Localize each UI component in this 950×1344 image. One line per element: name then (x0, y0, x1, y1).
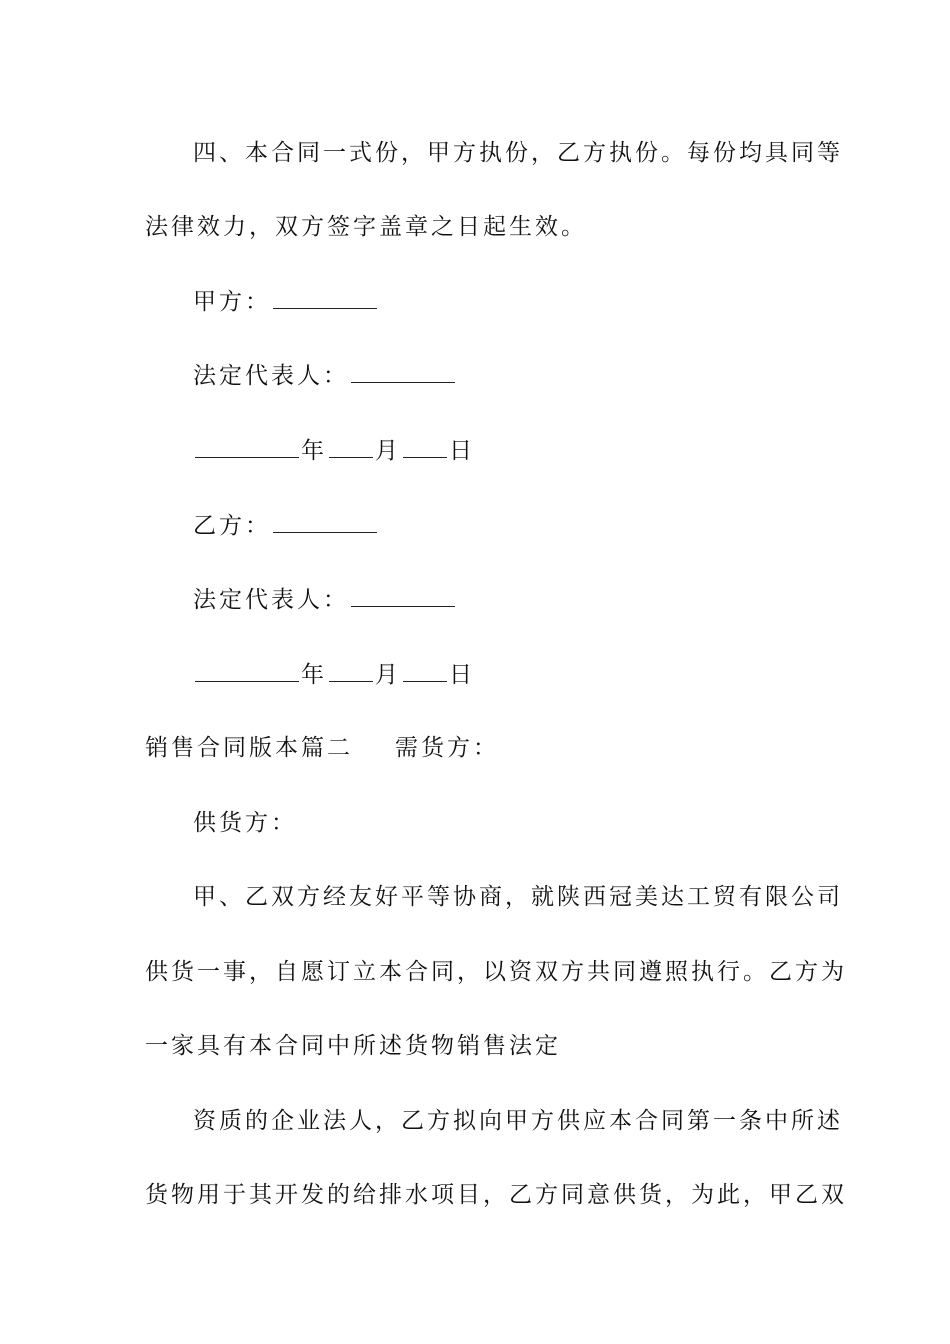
party-b-line (193, 510, 379, 541)
party-a-blank (273, 286, 377, 309)
party-a-day-blank (403, 435, 447, 458)
party-a-rep-line (193, 360, 457, 391)
supplier-label: 供货方： (193, 810, 297, 836)
party-b-label: 乙方： (193, 513, 271, 539)
party-a-date-line (193, 435, 475, 466)
para1-line2: 供货一事，自愿订立本合同，以资双方共同遵照执行。乙方为 (145, 959, 847, 985)
para2-line2: 货物用于其开发的给排水项目，乙方同意供货，为此，甲乙双 (145, 1182, 847, 1208)
para2-line1: 资质的企业法人，乙方拟向甲方供应本合同第一条中所述 (193, 1108, 843, 1134)
clause4-line2: 法律效力，双方签字盖章之日起生效。 (145, 214, 587, 240)
buyer-label: 需货方： (395, 735, 499, 761)
party-b-day-blank (403, 659, 447, 682)
party-b-blank (273, 510, 377, 533)
party-b-month-blank (329, 659, 373, 682)
party-b-rep-line (193, 584, 457, 615)
section2-heading: 销售合同版本篇二 (145, 735, 353, 761)
party-b-year-label: 年 (301, 662, 327, 688)
section2-heading-line (145, 733, 499, 763)
party-a-label: 甲方： (193, 289, 271, 315)
party-a-year-blank (195, 435, 299, 458)
para1-line3: 一家具有本合同中所述货物销售法定 (145, 1033, 561, 1059)
party-b-rep-blank (351, 584, 455, 607)
party-a-day-label: 日 (449, 438, 475, 464)
party-a-rep-label: 法定代表人： (193, 363, 349, 389)
party-a-month-blank (329, 435, 373, 458)
para1-line1: 甲、乙双方经友好平等协商，就陕西冠美达工贸有限公司 (193, 884, 843, 910)
party-a-rep-blank (351, 360, 455, 383)
party-b-day-label: 日 (449, 662, 475, 688)
clause4-line1: 四、本合同一式份，甲方执份，乙方执份。每份均具同等 (193, 140, 843, 166)
party-b-year-blank (195, 659, 299, 682)
party-a-year-label: 年 (301, 438, 327, 464)
party-a-month-label: 月 (375, 438, 401, 464)
party-b-date-line (193, 659, 475, 690)
party-b-rep-label: 法定代表人： (193, 587, 349, 613)
party-a-line (193, 286, 379, 317)
party-b-month-label: 月 (375, 662, 401, 688)
